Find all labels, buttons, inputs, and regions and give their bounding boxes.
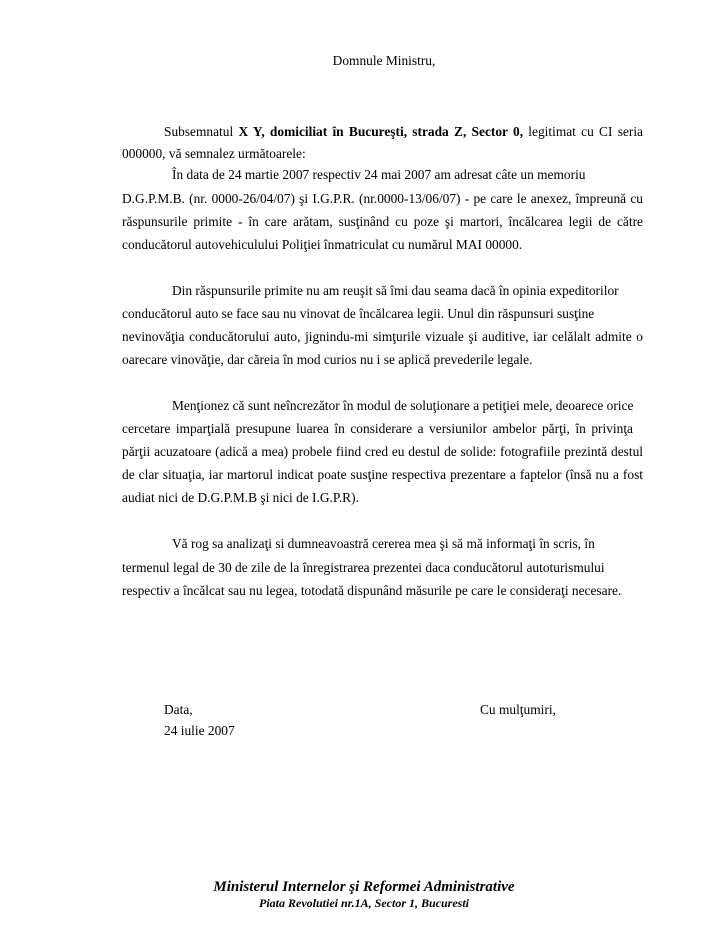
intro-post: legitimat cu CI seria (523, 124, 643, 139)
p5-line-1: Vă rog sa analizaţi si dumneavoastră cererea mea şi să mă informaţi în scris, în (172, 536, 595, 551)
p2-line-2: D.G.P.M.B. (nr. 0000-26/04/07) şi I.G.P.R. (nr.0000-13/06/07) - pe care le anexez, împreună cu (122, 191, 643, 206)
footer-address: Piata Revolutiei nr.1A, Sector 1, Bucuresti (258, 896, 470, 910)
p4-line-2: cercetare imparţială presupune luarea în considerare a versiunilor ambelor părţi, în privinţa (122, 421, 633, 436)
p3-line-1: Din răspunsurile primite nu am reuşit să îmi dau seama dacă în opinia expeditorilor (172, 283, 619, 298)
p5-line-3: respectiv a încălcat sau nu legea, totodată dispunând măsurile pe care le consideraţi necesare. (122, 583, 622, 598)
intro-line-2: 000000, vă semnalez următoarele: (122, 146, 306, 161)
p4-line-3: părţii acuzatoare (adică a mea) probele fiind cred eu destul de solide: fotografiile prezintă destul (122, 444, 643, 459)
intro-pre: Subsemnatul (164, 124, 239, 139)
footer-organization: Ministerul Internelor şi Reformei Administrative (213, 879, 515, 895)
p2-line-4: conducătorul autovehiculului Poliţiei înmatriculat cu numărul MAI 00000. (122, 237, 523, 252)
p4-line-1: Menţionez că sunt neîncrezător în modul de soluţionare a petiţiei mele, deoarece orice (172, 398, 634, 413)
p3-line-2: conducătorul auto se face sau nu vinovat de încălcarea legii. Unul din răspunsuri susţine (122, 306, 595, 321)
intro-line (164, 124, 643, 140)
salutation: Domnule Ministru, (332, 53, 436, 68)
p5-line-2: termenul legal de 30 de zile de la înregistrarea prezentei daca conducătorul autoturismului (122, 560, 605, 575)
sender-identity: X Y, domiciliat în Bucureşti, strada Z, Sector 0, (238, 124, 524, 139)
date-value: 24 iulie 2007 (164, 723, 235, 738)
p3-line-3: nevinovăţia conducătorului auto, jignindu-mi simţurile vizuale şi auditive, iar celălalt admite o (122, 329, 643, 344)
p2-line-1: În data de 24 martie 2007 respectiv 24 mai 2007 am adresat câte un memoriu (172, 167, 586, 182)
p4-line-5: audiat nici de D.G.P.M.B şi nici de I.G.P.R). (122, 490, 359, 505)
thanks: Cu mulţumiri, (480, 702, 556, 717)
p2-line-3: răspunsurile primite - în care arătam, susţinând cu poze şi martori, încălcarea legii de către (122, 214, 643, 229)
p3-line-4: oarecare vinovăţie, dar căreia în mod curios nu i se aplică prevederile legale. (122, 352, 533, 367)
p4-line-4: de clar situaţia, iar martorul indicat poate susţine respectiva prezentare a faptelor (însă nu a fost (122, 467, 643, 482)
date-label: Data, (164, 702, 193, 717)
